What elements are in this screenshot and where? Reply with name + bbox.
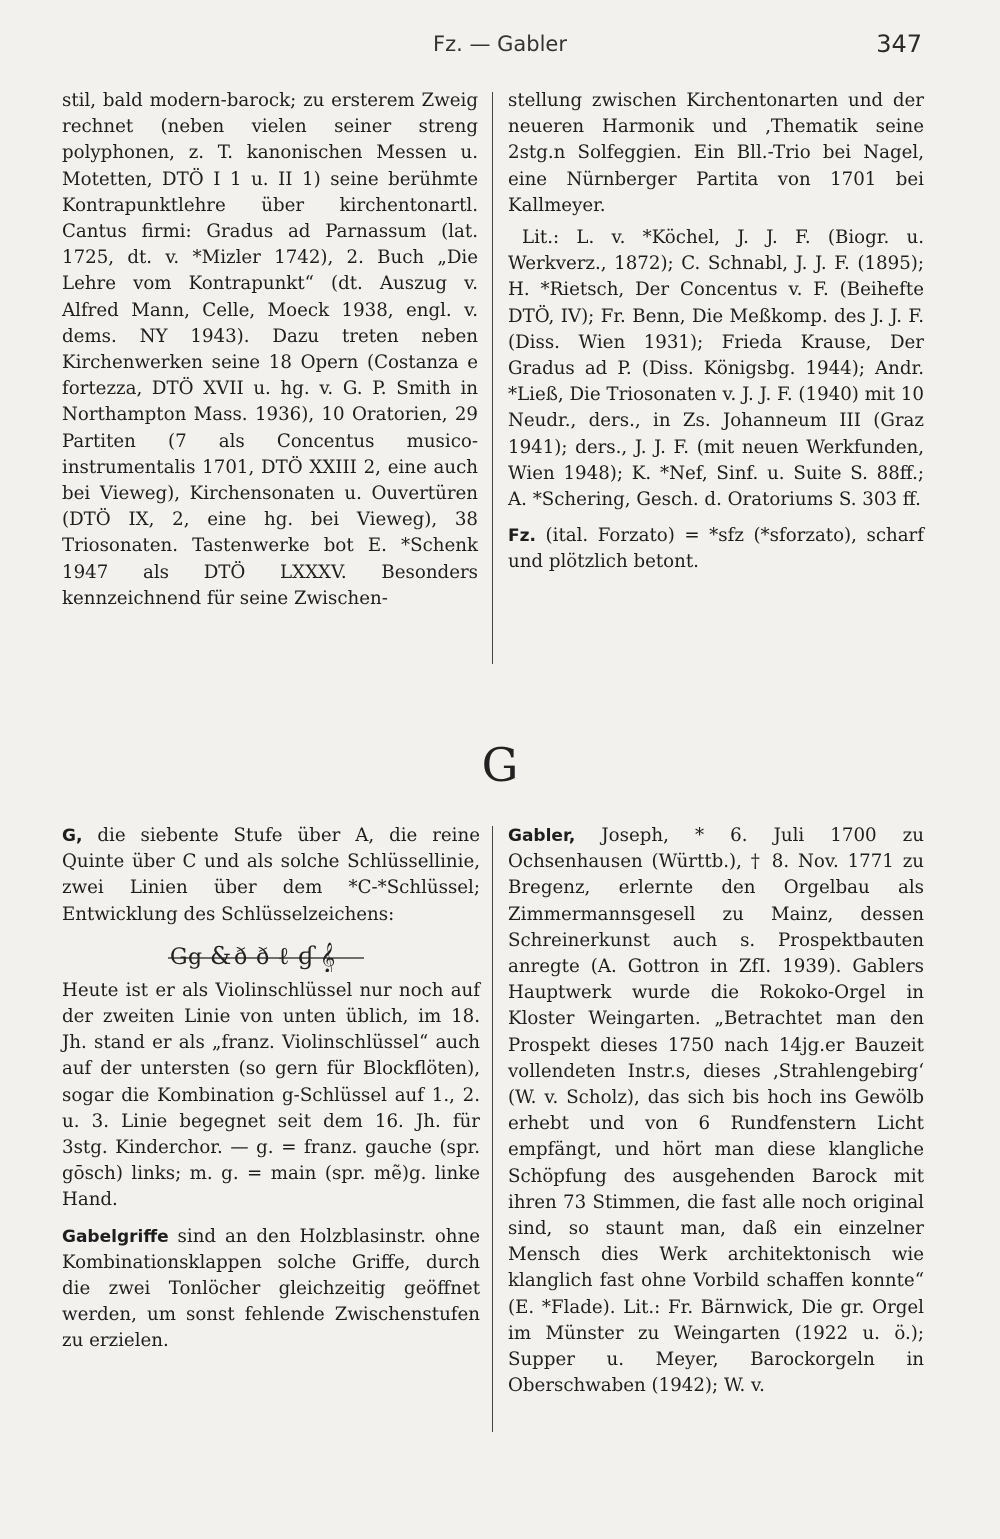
column-bottom-right bbox=[508, 823, 924, 1399]
svg-text:G: G bbox=[170, 944, 188, 970]
svg-text:ɠ: ɠ bbox=[298, 941, 315, 970]
headword-g: G, bbox=[62, 826, 83, 846]
fz-definition: (ital. Forzato) = *sfz (*sforzato), scharf und plötzlich betont. bbox=[508, 525, 924, 573]
gabelgriffe-definition: sind an den Holzblasinstr. ohne Kombinationsklappen solche Griffe, durch die zwei Tonlöcher gleichzeitig geöffnet werden, um sonst fehlende Zwischenstufen zu erzielen. bbox=[62, 1225, 480, 1352]
gabler-definition: Joseph, * 6. Juli 1700 zu Ochsenhausen (Württb.), † 8. Nov. 1771 zu Bregenz, erlernte den Orgelbau als Zimmermannsgesell zu Mainz, dessen Schreinerkunst auch s. Prospektbauten anregte (A. Gottron in ZfI. 1939). Gablers Hauptwerk wurde die Rokoko-Orgel in Kloster Weingarten. „Betrachtet man den Prospekt dieses 1750 nach 14jg.er Bauzeit vollendeten Instr.s, dieses ‚Strahlengebirg‘ (W. v. Scholz), das sich bis hoch ins Gewölb erhebt und von 6 Rundfenstern Licht empfängt, und hört man diese klangliche Schöpfung des ausgehenden Barock mit ihren 73 Stimmen, die fast alle noch original sind, so staunt man, daß ein einzelner Mensch dies Werk architektonisch wie klanglich fast ohne Vorbild schaffen konnte“ (E. *Flade). Lit.: Fr. Bärnwick, Die gr. Orgel im Münster zu Weingarten (1922 u. ö.); Supper u. Meyer, Barockorgeln in Oberschwaben (1942); W. v. bbox=[508, 825, 924, 1397]
headword-gabelgriffe: Gabelgriffe bbox=[62, 1226, 169, 1247]
svg-text:ð: ð bbox=[256, 944, 270, 970]
column-bottom-left bbox=[62, 823, 480, 1355]
svg-text:ℓ: ℓ bbox=[278, 941, 290, 970]
headword-fz: Fz. bbox=[508, 526, 536, 547]
svg-text:&: & bbox=[210, 941, 232, 970]
clef-glyphs-illustration bbox=[168, 936, 368, 972]
svg-text:g: g bbox=[188, 944, 203, 970]
g-definition-continued: Heute ist er als Violinschlüssel nur noch auf der zweiten Linie von unten üblich, im 18. Jh. stand er als „franz. Violinschlüssel“ auch auf der untersten (so gern für Blockflöten), sogar die Kombination g-Schlüssel auf 1., 2. u. 3. Linie begegnet seit dem 16. Jh. für 3stg. Kinderchor. — g. = franz. gauche (spr. gōsch) links; m. g. = main (spr. mẽ)g. linke Hand. bbox=[62, 979, 480, 1211]
page-number: 347 bbox=[876, 30, 922, 58]
column-divider-top bbox=[492, 92, 493, 664]
column-top-left bbox=[62, 88, 478, 612]
g-definition: die siebente Stufe über A, die reine Quinte über C und als solche Schlüssellinie, zwei Linien über dem *C-*Schlüssel; Entwicklung des Schlüsselzeichens: bbox=[62, 825, 480, 925]
headword-gabler: Gabler, bbox=[508, 826, 576, 846]
section-letter: G bbox=[481, 738, 519, 792]
svg-text:𝄞: 𝄞 bbox=[320, 942, 336, 972]
column-divider-bottom bbox=[492, 826, 493, 1432]
fux-literature: Lit.: L. v. *Köchel, J. J. F. (Biogr. u. Werkverz., 1872); C. Schnabl, J. J. F. (1895); H. *Rietsch, Der Concentus v. F. (Beihefte DTÖ, IV); Fr. Benn, Die Meßkomp. des J. J. F. (Diss. Wien 1931); Frieda Krause, Der Gradus ad P. (Diss. Königsbg. 1944); Andr. *Ließ, Die Triosonaten v. J. J. F. (1940) mit 10 Neudr., ders., in Zs. Johanneum III (Graz 1941); ders., J. J. F. (mit neuen Werkfunden, Wien 1948); K. *Nef, Sinf. u. Suite S. 88ff.; A. *Schering, Gesch. d. Oratoriums S. 303 ff. bbox=[508, 227, 924, 511]
fux-entry-continuation: stil, bald modern-barock; zu ersterem Zweig rechnet (neben vielen seiner streng polyphonen, z. T. kanonischen Messen u. Motetten, DTÖ I 1 u. II 1) seine berühmte Kontrapunktlehre über kirchentonartl. Cantus firmi: Gradus ad Parnassum (lat. 1725, dt. v. *Mizler 1742), 2. Buch „Die Lehre vom Kontrapunkt“ (dt. Auszug v. Alfred Mann, Celle, Moeck 1938, engl. v. dems. NY 1943). Dazu treten neben Kirchenwerken seine 18 Opern (Costanza e fortezza, DTÖ XVII u. hg. v. G. P. Smith in Northampton Mass. 1936), 10 Oratorien, 29 Partiten (7 als Concentus musico-instrumentalis 1701, DTÖ XXIII 2, eine auch bei Vieweg), Kirchensonaten u. Ouvertüren (DTÖ IX, 2, eine hg. bei Vieweg), 38 Triosonaten. Tastenwerke bot E. *Schenk 1947 als DTÖ LXXXV. Besonders kennzeichnend für seine Zwischen- bbox=[62, 90, 478, 609]
column-top-right bbox=[508, 88, 924, 576]
fux-entry-end: stellung zwischen Kirchentonarten und der neueren Harmonik und ‚Thematik seine 2stg.n Solfeggien. Ein Bll.-Trio bei Nagel, eine Nürnberger Partita von 1701 bei Kallmeyer. bbox=[508, 90, 924, 216]
running-head: Fz. — Gabler bbox=[433, 32, 567, 56]
page-header bbox=[0, 30, 1000, 62]
svg-text:ð: ð bbox=[234, 944, 248, 970]
clef-evolution-figure bbox=[62, 928, 480, 978]
